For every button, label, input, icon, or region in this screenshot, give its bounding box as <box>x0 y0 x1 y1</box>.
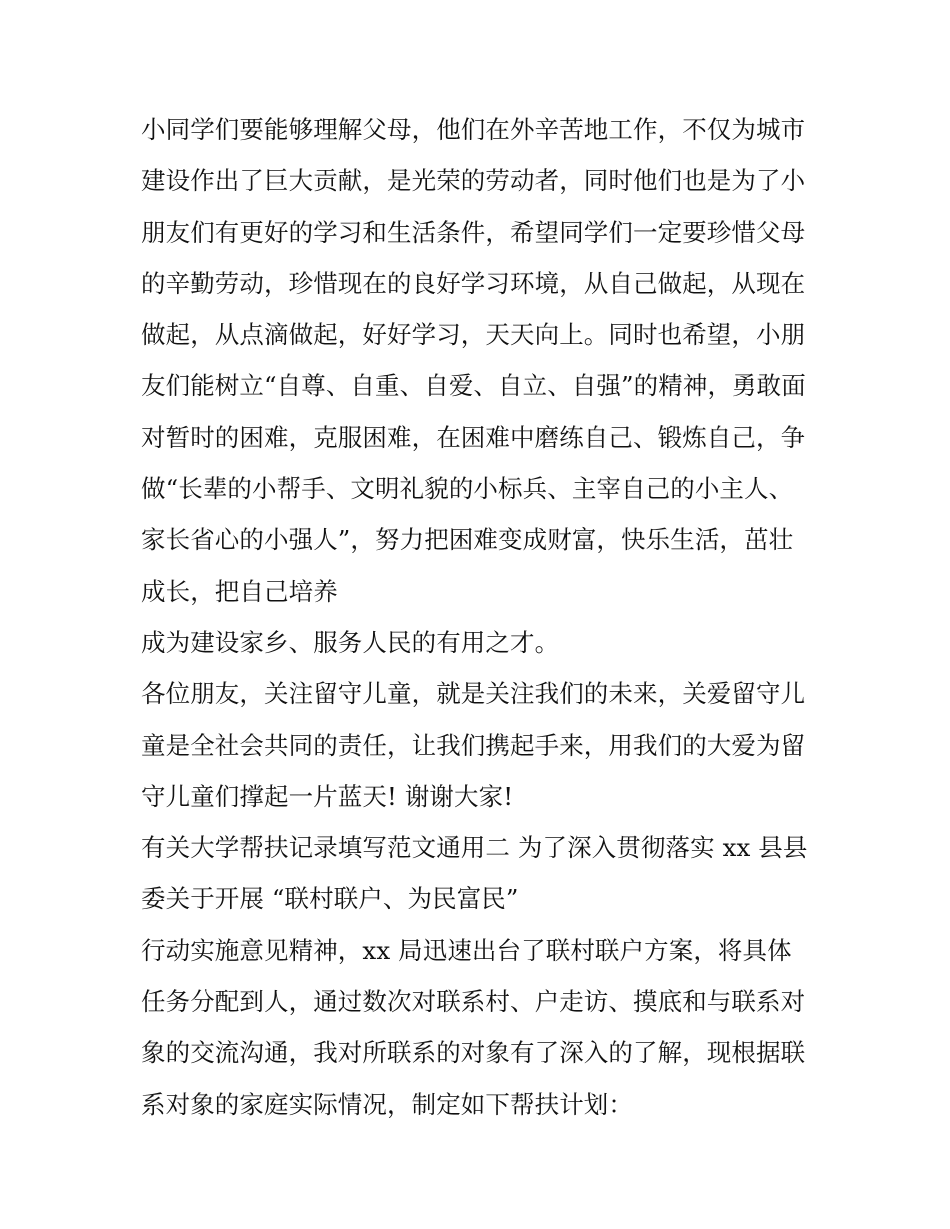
text-line: 象的交流沟通，我对所联系的对象有了深入的了解，现根据联 <box>141 1038 806 1068</box>
text-line: 的辛勤劳动，珍惜现在的良好学习环境，从自己做起，从现在 <box>141 268 806 298</box>
document-body <box>141 108 821 1134</box>
text-line: 建设作出了巨大贡献，是光荣的劳动者，同时他们也是为了小 <box>141 166 806 196</box>
text-line: 有关大学帮扶记录填写范文通用二 为了深入贯彻落实 xx 县县 <box>141 833 808 863</box>
text-line: 委关于开展 “联村联户、为民富民” <box>141 884 519 914</box>
text-line: 友们能树立“自尊、自重、自爱、自立、自强”的精神，勇敢面 <box>141 371 806 401</box>
text-line: 成长，把自己培养 <box>141 576 338 606</box>
text-line: 做起，从点滴做起，好好学习，天天向上。同时也希望，小朋 <box>141 320 806 350</box>
text-line: 对暂时的困难，克服困难，在困难中磨练自己、锻炼自己，争 <box>141 422 806 452</box>
text-line: 做“长辈的小帮手、文明礼貌的小标兵、主宰自己的小主人、 <box>141 474 794 504</box>
text-line: 成为建设家乡、服务人民的有用之才。 <box>141 627 560 657</box>
text-line: 朋友们有更好的学习和生活条件，希望同学们一定要珍惜父母 <box>141 217 806 247</box>
text-line: 任务分配到人，通过数次对联系村、户走访、摸底和与联系对 <box>141 987 806 1017</box>
text-line: 小同学们要能够理解父母，他们在外辛苦地工作，不仅为城市 <box>141 115 806 144</box>
text-line: 守儿童们撑起一片蓝天! 谢谢大家! <box>141 781 514 811</box>
text-line: 行动实施意见精神，xx 局迅速出台了联村联户方案，将具体 <box>141 935 792 965</box>
text-line: 各位朋友，关注留守儿童，就是关注我们的未来，关爱留守儿 <box>141 679 806 709</box>
text-line: 家长省心的小强人”，努力把困难变成财富，快乐生活，茁壮 <box>141 525 794 555</box>
text-line: 童是全社会共同的责任，让我们携起手来，用我们的大爱为留 <box>141 730 806 760</box>
text-line: 系对象的家庭实际情况，制定如下帮扶计划： <box>141 1089 633 1119</box>
